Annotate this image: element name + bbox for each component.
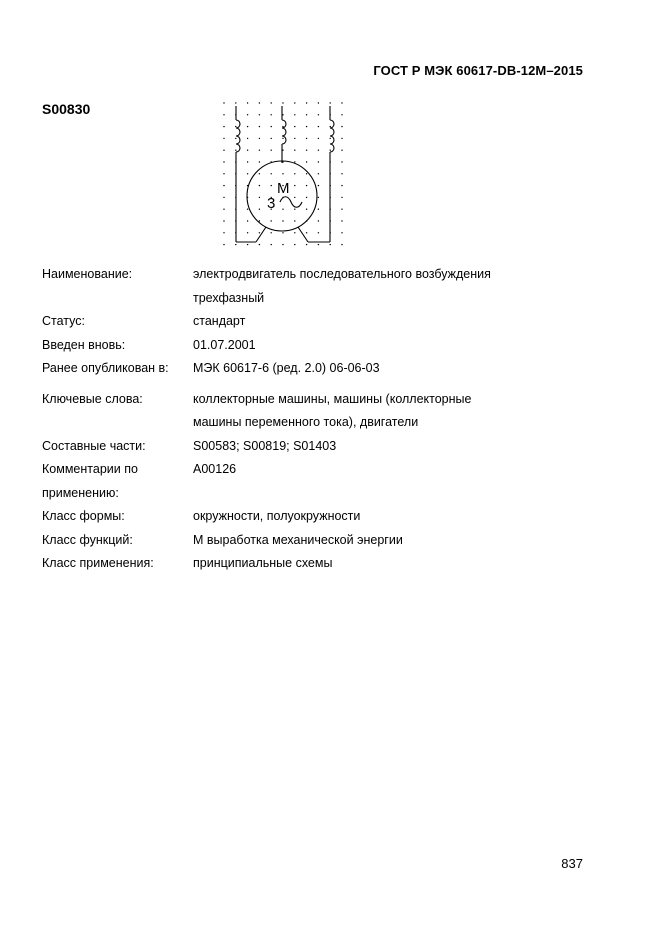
property-row-keywords bbox=[42, 388, 562, 435]
property-row-comments bbox=[42, 458, 562, 482]
property-label: Класс функций: bbox=[42, 532, 133, 547]
property-label: Ранее опубликован в: bbox=[42, 361, 169, 375]
property-label: применению: bbox=[42, 485, 119, 500]
property-value bbox=[193, 482, 562, 506]
ac-sign-wave bbox=[280, 197, 302, 208]
property-label: Класс применения: bbox=[42, 556, 154, 570]
property-label: Статус: bbox=[42, 314, 85, 328]
property-value: принципиальные схемы bbox=[193, 556, 333, 570]
property-value: S00583; S00819; S01403 bbox=[193, 438, 337, 453]
properties-table bbox=[42, 263, 562, 576]
property-value: стандарт bbox=[193, 314, 246, 328]
property-value: M выработка механической энергии bbox=[193, 532, 403, 547]
brush-left bbox=[256, 227, 266, 242]
motor-letter: M bbox=[277, 180, 290, 197]
property-label: Введен вновь: bbox=[42, 337, 126, 352]
property-row-name bbox=[42, 263, 562, 310]
property-value: 01.07.2001 bbox=[193, 337, 256, 352]
property-row-comments-cont bbox=[42, 482, 562, 506]
property-value: МЭК 60617-6 (ред. 2.0) 06-06-03 bbox=[193, 361, 380, 375]
property-label: Комментарии по bbox=[42, 462, 138, 476]
property-label: Класс формы: bbox=[42, 509, 125, 523]
property-row-components bbox=[42, 435, 562, 459]
property-value: A00126 bbox=[193, 462, 237, 476]
property-row-function-class bbox=[42, 529, 562, 553]
winding-right bbox=[330, 120, 334, 152]
page-number: 837 bbox=[561, 856, 583, 871]
winding-middle bbox=[282, 120, 286, 144]
brush-right bbox=[298, 227, 308, 242]
property-row-application-class bbox=[42, 552, 562, 576]
property-value: коллекторные машины, машины (коллекторные машины переменного тока), двигатели bbox=[193, 391, 472, 429]
property-label: Наименование: bbox=[42, 267, 133, 281]
property-label: Составные части: bbox=[42, 438, 146, 453]
property-value: окружности, полуокружности bbox=[193, 509, 361, 523]
document-header: ГОСТ Р МЭК 60617-DB-12M–2015 bbox=[373, 63, 583, 78]
property-value: электродвигатель последовательного возбуждения трехфазный bbox=[193, 267, 491, 305]
property-label: Ключевые слова: bbox=[42, 391, 143, 406]
phase-number: 3 bbox=[267, 195, 276, 212]
symbol-grid bbox=[223, 102, 342, 245]
motor-symbol bbox=[219, 98, 353, 260]
winding-left bbox=[236, 120, 240, 152]
symbol-id: S00830 bbox=[42, 101, 91, 117]
property-row-shape-class bbox=[42, 505, 562, 529]
property-row-introduced bbox=[42, 334, 562, 358]
property-row-status bbox=[42, 310, 562, 334]
property-row-published bbox=[42, 357, 562, 381]
